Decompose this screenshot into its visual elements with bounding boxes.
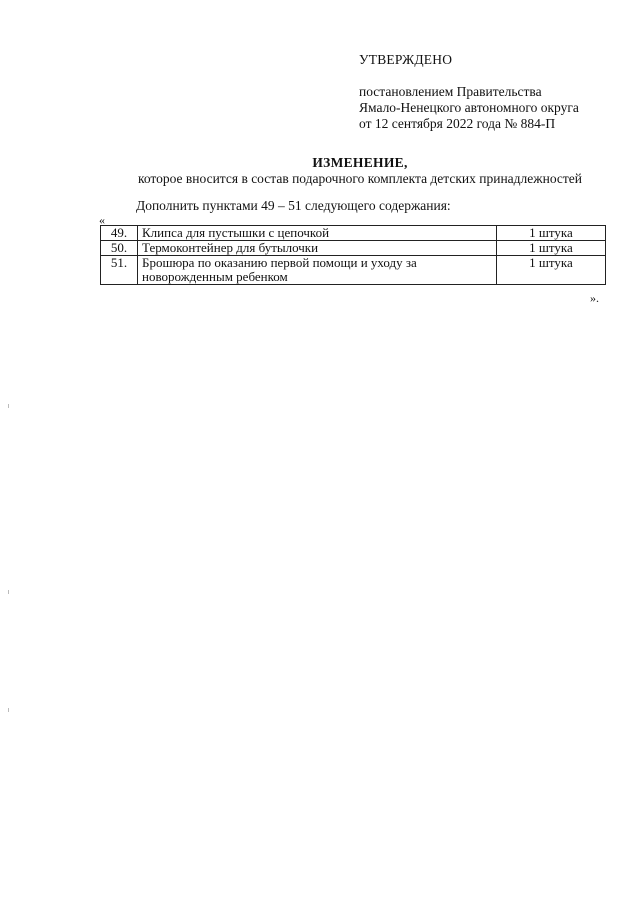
approval-line-2: Ямало-Ненецкого автономного округа <box>359 100 579 115</box>
approval-title: УТВЕРЖДЕНО <box>359 52 453 67</box>
scan-artifact <box>8 404 9 408</box>
scan-artifact <box>8 590 9 594</box>
item-name: Клипса для пустышки с цепочкой <box>138 226 497 241</box>
item-quantity: 1 штука <box>497 226 606 241</box>
item-number: 49. <box>101 226 138 241</box>
intro-text: Дополнить пунктами 49 – 51 следующего содержания: <box>136 198 451 213</box>
table-row <box>101 226 606 241</box>
heading-title: ИЗМЕНЕНИЕ, <box>312 155 408 170</box>
items-table <box>100 225 606 285</box>
table-row <box>101 241 606 256</box>
scan-artifact <box>8 708 9 712</box>
item-number: 51. <box>101 256 138 285</box>
item-quantity: 1 штука <box>497 241 606 256</box>
item-number: 50. <box>101 241 138 256</box>
opening-quote: « <box>99 213 105 227</box>
approval-block <box>359 52 579 132</box>
approval-line-3: от 12 сентября 2022 года № 884-П <box>359 116 556 131</box>
document-heading <box>80 155 640 187</box>
approval-line-1: постановлением Правительства <box>359 84 542 99</box>
table-row <box>101 256 606 285</box>
item-name: Брошюра по оказанию первой помощи и уходу за новорожденным ребенком <box>138 256 497 285</box>
heading-subtitle: которое вносится в состав подарочного комплекта детских принадлежностей <box>137 171 583 186</box>
item-quantity: 1 штука <box>497 256 606 285</box>
closing-quote: ». <box>590 291 599 305</box>
item-name: Термоконтейнер для бутылочки <box>138 241 497 256</box>
